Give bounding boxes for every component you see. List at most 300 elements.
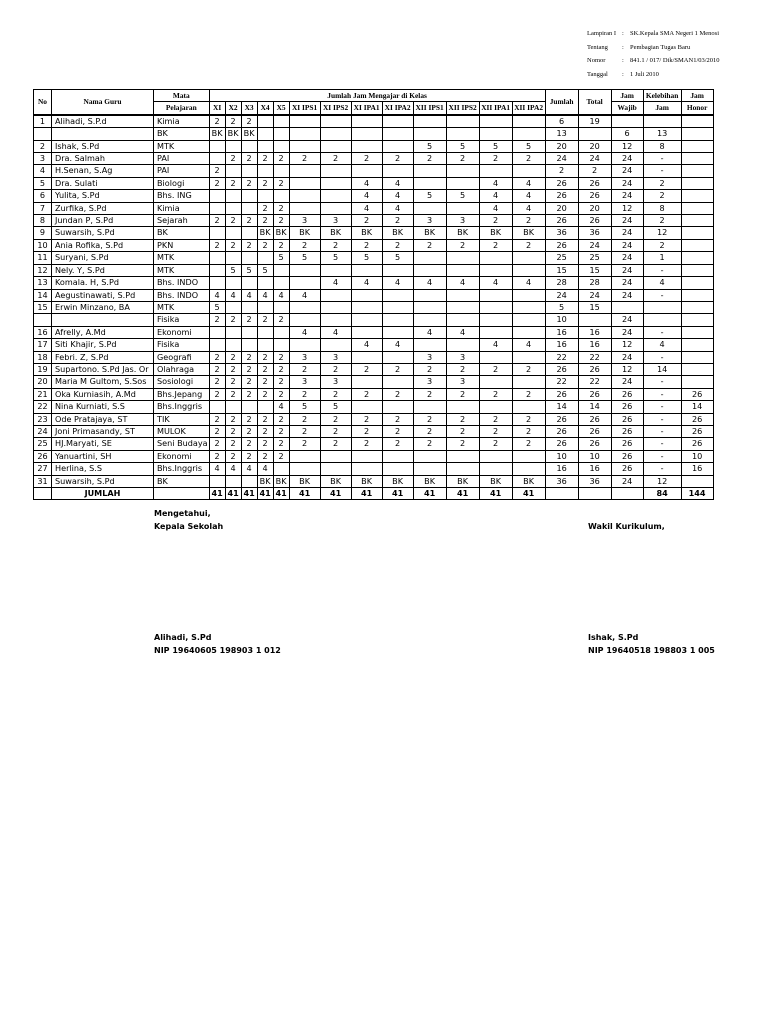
meta-label: Tanggal: [587, 70, 608, 78]
cell-class-hours: 2: [273, 202, 289, 214]
cell-class-hours: [209, 190, 225, 202]
meta-value: 841.1 / 017/ Dik/SMAN1/03/2010: [630, 57, 720, 64]
cell-honor: [681, 177, 713, 189]
cell-honor: [681, 363, 713, 375]
cell-class-hours: [257, 128, 273, 140]
table-row: [34, 339, 714, 351]
cell-jumlah: 24: [545, 289, 578, 301]
cell-class-hours: 2: [225, 413, 241, 425]
cell-mapel: Ekonomi: [154, 450, 210, 462]
cell-class-hours: 2: [225, 363, 241, 375]
header-class: XII IPA1: [479, 102, 512, 115]
table-row: [34, 252, 714, 264]
table-row: [34, 153, 714, 165]
cell-class-hours: [225, 277, 241, 289]
cell-class-hours: 2: [225, 425, 241, 437]
cell-class-hours: 2: [257, 413, 273, 425]
cell-mapel: Bhs. INDO: [154, 289, 210, 301]
cell-jumlah: 36: [545, 475, 578, 487]
cell-class-hours: [257, 190, 273, 202]
cell-class-hours: [512, 351, 545, 363]
cell-no: 16: [34, 326, 52, 338]
cell-kelebihan: 4: [643, 339, 681, 351]
cell-class-hours: 2: [320, 153, 351, 165]
cell-class-hours: [446, 314, 479, 326]
cell-class-hours: 4: [382, 190, 413, 202]
cell-class-hours: 2: [257, 376, 273, 388]
cell-class-hours: 2: [241, 115, 257, 128]
cell-honor: [681, 314, 713, 326]
cell-class-hours: [225, 475, 241, 487]
cell-empty: [578, 488, 611, 500]
cell-mapel: PAI: [154, 153, 210, 165]
cell-class-hours: 5: [512, 140, 545, 152]
header-nama-guru: Nama Guru: [52, 90, 154, 115]
cell-class-hours: BK: [273, 227, 289, 239]
cell-class-hours: [446, 177, 479, 189]
cell-class-hours: [351, 450, 382, 462]
meta-label: Tentang: [587, 43, 608, 51]
cell-class-hours: 3: [320, 351, 351, 363]
cell-class-hours: 4: [209, 289, 225, 301]
cell-class-hours: 2: [273, 215, 289, 227]
cell-total: 24: [578, 239, 611, 251]
cell-class-hours: [289, 264, 320, 276]
table-row: [34, 264, 714, 276]
cell-jam-wajib: 24: [611, 177, 643, 189]
cell-class-hours: [351, 463, 382, 475]
cell-class-hours: 2: [446, 153, 479, 165]
cell-kelebihan: -: [643, 401, 681, 413]
cell-nama: Alihadi, S.P.d: [52, 115, 154, 128]
cell-class-hours: [446, 128, 479, 140]
cell-class-hours: [446, 450, 479, 462]
cell-class-hours: 2: [289, 438, 320, 450]
cell-class-hours: 2: [382, 413, 413, 425]
cell-class-hours: 4: [382, 202, 413, 214]
cell-class-hours: 5: [320, 401, 351, 413]
cell-class-hours: [413, 202, 446, 214]
cell-jumlah: 24: [545, 153, 578, 165]
cell-kelebihan: 2: [643, 239, 681, 251]
cell-kelebihan: 2: [643, 215, 681, 227]
cell-no: 25: [34, 438, 52, 450]
cell-class-hours: [241, 165, 257, 177]
cell-honor: [681, 128, 713, 140]
cell-class-hours: [413, 401, 446, 413]
cell-nama: Suryani, S.Pd: [52, 252, 154, 264]
cell-class-hours: [413, 314, 446, 326]
table-row: [34, 351, 714, 363]
cell-class-hours: 2: [320, 425, 351, 437]
cell-class-hours: 5: [225, 264, 241, 276]
cell-no: 10: [34, 239, 52, 251]
cell-jumlah: 26: [545, 413, 578, 425]
cell-no: 22: [34, 401, 52, 413]
cell-class-hours: [241, 339, 257, 351]
cell-class-hours: 4: [413, 326, 446, 338]
cell-jam-wajib: 26: [611, 438, 643, 450]
cell-class-hours: 2: [382, 215, 413, 227]
table-row: [34, 363, 714, 375]
cell-class-hours: [289, 450, 320, 462]
cell-class-hours: 2: [320, 438, 351, 450]
cell-class-hours: 2: [209, 239, 225, 251]
cell-class-hours: 2: [351, 413, 382, 425]
cell-jam-wajib: 26: [611, 463, 643, 475]
cell-jam-wajib: 26: [611, 388, 643, 400]
cell-jumlah: 26: [545, 425, 578, 437]
cell-jam-wajib: 24: [611, 314, 643, 326]
cell-mapel: MTK: [154, 301, 210, 313]
cell-class-hours: [382, 314, 413, 326]
cell-class-hours: 4: [351, 202, 382, 214]
cell-honor: 26: [681, 388, 713, 400]
cell-kelebihan: 13: [643, 128, 681, 140]
header-jam-wajib-1: Jam: [611, 90, 643, 102]
cell-class-hours: [512, 450, 545, 462]
cell-class-hours: BK: [446, 227, 479, 239]
cell-class-hours: 2: [241, 239, 257, 251]
cell-class-hours: [257, 252, 273, 264]
cell-class-hours: 2: [257, 363, 273, 375]
cell-class-hours: 2: [209, 376, 225, 388]
cell-class-hours: [413, 450, 446, 462]
cell-class-hours: 4: [273, 289, 289, 301]
meta-value: 1 Juli 2010: [630, 70, 659, 78]
total-class-hours: 41: [413, 488, 446, 500]
cell-kelebihan: 2: [643, 177, 681, 189]
cell-class-hours: 2: [241, 215, 257, 227]
cell-class-hours: [351, 301, 382, 313]
cell-class-hours: [351, 140, 382, 152]
cell-no: 13: [34, 277, 52, 289]
cell-jumlah: 20: [545, 202, 578, 214]
cell-class-hours: BK: [289, 475, 320, 487]
cell-class-hours: [382, 326, 413, 338]
table-row: [34, 314, 714, 326]
cell-jumlah: 15: [545, 264, 578, 276]
cell-class-hours: [273, 264, 289, 276]
cell-class-hours: [512, 289, 545, 301]
cell-honor: [681, 326, 713, 338]
cell-class-hours: [289, 463, 320, 475]
cell-class-hours: [225, 190, 241, 202]
cell-class-hours: [289, 277, 320, 289]
cell-jam-wajib: 24: [611, 277, 643, 289]
total-class-hours: 41: [351, 488, 382, 500]
cell-class-hours: [320, 301, 351, 313]
cell-class-hours: 2: [273, 413, 289, 425]
cell-class-hours: [479, 376, 512, 388]
cell-class-hours: [446, 115, 479, 128]
cell-kelebihan: -: [643, 438, 681, 450]
header-total: Total: [578, 90, 611, 115]
cell-nama: Ishak, S.Pd: [52, 140, 154, 152]
cell-class-hours: 2: [209, 425, 225, 437]
cell-class-hours: [479, 115, 512, 128]
cell-class-hours: [225, 252, 241, 264]
cell-class-hours: 2: [209, 413, 225, 425]
cell-honor: 10: [681, 450, 713, 462]
cell-jumlah: 26: [545, 363, 578, 375]
cell-kelebihan: 1: [643, 252, 681, 264]
cell-class-hours: [320, 202, 351, 214]
cell-nama: Yanuartini, SH: [52, 450, 154, 462]
cell-class-hours: 2: [257, 388, 273, 400]
cell-class-hours: [289, 177, 320, 189]
cell-class-hours: 4: [289, 326, 320, 338]
cell-class-hours: 3: [289, 215, 320, 227]
cell-class-hours: 4: [289, 289, 320, 301]
cell-mapel: BK: [154, 475, 210, 487]
cell-class-hours: [273, 301, 289, 313]
cell-class-hours: [241, 252, 257, 264]
cell-jam-wajib: 24: [611, 252, 643, 264]
cell-mapel: MTK: [154, 252, 210, 264]
cell-jam-wajib: 24: [611, 376, 643, 388]
cell-class-hours: 2: [382, 239, 413, 251]
cell-class-hours: [320, 264, 351, 276]
meta-label: Nomor: [587, 57, 606, 64]
meta-value: SK.Kepala SMA Negeri 1 Menosi: [630, 30, 720, 37]
cell-class-hours: [382, 376, 413, 388]
cell-class-hours: 2: [209, 450, 225, 462]
cell-class-hours: 2: [273, 351, 289, 363]
cell-class-hours: 4: [225, 463, 241, 475]
cell-class-hours: [241, 227, 257, 239]
cell-class-hours: [413, 463, 446, 475]
cell-class-hours: [320, 115, 351, 128]
cell-class-hours: 2: [273, 450, 289, 462]
cell-honor: [681, 190, 713, 202]
header-jam-wajib-2: Wajib: [611, 102, 643, 115]
cell-class-hours: BK: [413, 227, 446, 239]
cell-class-hours: [382, 450, 413, 462]
cell-class-hours: 2: [225, 115, 241, 128]
cell-total: 26: [578, 177, 611, 189]
cell-total: 24: [578, 153, 611, 165]
cell-no: [34, 128, 52, 140]
cell-class-hours: 2: [446, 239, 479, 251]
cell-class-hours: BK: [351, 227, 382, 239]
cell-class-hours: [241, 202, 257, 214]
cell-class-hours: 2: [320, 363, 351, 375]
cell-total: 26: [578, 215, 611, 227]
cell-class-hours: 2: [257, 450, 273, 462]
cell-total: 20: [578, 202, 611, 214]
cell-jumlah: 28: [545, 277, 578, 289]
cell-jam-wajib: 24: [611, 475, 643, 487]
cell-mapel: Kimia: [154, 115, 210, 128]
table-row: [34, 425, 714, 437]
cell-class-hours: 2: [382, 438, 413, 450]
table-row: [34, 190, 714, 202]
cell-jumlah: 13: [545, 128, 578, 140]
cell-total: 24: [578, 289, 611, 301]
cell-no: 19: [34, 363, 52, 375]
cell-class-hours: 2: [512, 215, 545, 227]
cell-class-hours: 2: [289, 388, 320, 400]
cell-class-hours: 2: [446, 438, 479, 450]
cell-class-hours: 2: [289, 239, 320, 251]
cell-nama: Suwarsih, S.Pd: [52, 227, 154, 239]
cell-class-hours: [320, 289, 351, 301]
table-row: [34, 326, 714, 338]
cell-nama: Joni Primasandy, ST: [52, 425, 154, 437]
cell-class-hours: [446, 463, 479, 475]
cell-mapel: Kimia: [154, 202, 210, 214]
cell-class-hours: [479, 128, 512, 140]
cell-empty: [611, 488, 643, 500]
cell-class-hours: 5: [273, 252, 289, 264]
cell-class-hours: [512, 165, 545, 177]
cell-class-hours: BK: [225, 128, 241, 140]
cell-kelebihan: 2: [643, 190, 681, 202]
cell-kelebihan: [643, 115, 681, 128]
cell-class-hours: 4: [512, 177, 545, 189]
cell-no: 21: [34, 388, 52, 400]
cell-mapel: Fisika: [154, 314, 210, 326]
cell-class-hours: 4: [225, 289, 241, 301]
cell-class-hours: [382, 289, 413, 301]
cell-class-hours: [289, 314, 320, 326]
cell-class-hours: 2: [289, 413, 320, 425]
cell-class-hours: 5: [209, 301, 225, 313]
cell-class-hours: 2: [512, 363, 545, 375]
cell-class-hours: 2: [273, 153, 289, 165]
header-jumlah: Jumlah: [545, 90, 578, 115]
meta-label: Lampiran I: [587, 30, 617, 37]
cell-honor: 26: [681, 425, 713, 437]
cell-class-hours: [225, 401, 241, 413]
cell-class-hours: 5: [413, 140, 446, 152]
cell-class-hours: 4: [446, 326, 479, 338]
cell-class-hours: 3: [320, 215, 351, 227]
total-kelebihan: 84: [643, 488, 681, 500]
cell-honor: [681, 277, 713, 289]
total-label: JUMLAH: [52, 488, 154, 500]
header-class: XI: [209, 102, 225, 115]
cell-class-hours: 2: [479, 239, 512, 251]
cell-class-hours: [382, 401, 413, 413]
cell-class-hours: [289, 165, 320, 177]
meta-row: [587, 54, 762, 68]
cell-class-hours: [209, 202, 225, 214]
cell-class-hours: 2: [273, 376, 289, 388]
cell-class-hours: [413, 165, 446, 177]
cell-class-hours: 5: [289, 252, 320, 264]
cell-jumlah: 20: [545, 140, 578, 152]
cell-total: 16: [578, 339, 611, 351]
cell-class-hours: [273, 326, 289, 338]
cell-class-hours: [257, 301, 273, 313]
cell-class-hours: 2: [289, 363, 320, 375]
cell-class-hours: 2: [289, 153, 320, 165]
cell-class-hours: [209, 140, 225, 152]
cell-mapel: BK: [154, 227, 210, 239]
cell-no: 24: [34, 425, 52, 437]
cell-total: 26: [578, 425, 611, 437]
cell-honor: 26: [681, 438, 713, 450]
cell-class-hours: 2: [479, 388, 512, 400]
header-class: XI IPA2: [382, 102, 413, 115]
cell-nama: H.Senan, S.Ag: [52, 165, 154, 177]
table-row: [34, 413, 714, 425]
table-row: [34, 202, 714, 214]
cell-class-hours: [320, 165, 351, 177]
cell-class-hours: 2: [241, 177, 257, 189]
cell-class-hours: [351, 376, 382, 388]
cell-total: 36: [578, 227, 611, 239]
cell-class-hours: 3: [446, 376, 479, 388]
total-class-hours: 41: [512, 488, 545, 500]
cell-no: 4: [34, 165, 52, 177]
cell-class-hours: [512, 376, 545, 388]
cell-total: 10: [578, 450, 611, 462]
cell-nama: Ania Rofika, S.Pd: [52, 239, 154, 251]
cell-class-hours: 2: [257, 351, 273, 363]
cell-class-hours: 2: [351, 215, 382, 227]
cell-class-hours: 4: [241, 463, 257, 475]
cell-class-hours: 2: [273, 363, 289, 375]
cell-class-hours: 3: [446, 351, 479, 363]
cell-no: 31: [34, 475, 52, 487]
cell-mapel: Olahraga: [154, 363, 210, 375]
cell-jumlah: 2: [545, 165, 578, 177]
cell-nama: Herlina, S.S: [52, 463, 154, 475]
cell-class-hours: [413, 289, 446, 301]
cell-mapel: MTK: [154, 140, 210, 152]
cell-total: 26: [578, 438, 611, 450]
cell-class-hours: 3: [413, 215, 446, 227]
cell-jam-wajib: 26: [611, 425, 643, 437]
cell-class-hours: 2: [351, 239, 382, 251]
header-jam-group: Jumlah Jam Mengajar di Kelas: [209, 90, 545, 102]
cell-class-hours: 2: [241, 153, 257, 165]
cell-class-hours: 2: [351, 438, 382, 450]
table-row: [34, 388, 714, 400]
cell-no: 26: [34, 450, 52, 462]
cell-class-hours: [382, 463, 413, 475]
cell-class-hours: 4: [382, 339, 413, 351]
cell-class-hours: [209, 252, 225, 264]
cell-class-hours: [446, 301, 479, 313]
table-row: [34, 165, 714, 177]
cell-class-hours: BK: [257, 227, 273, 239]
cell-class-hours: 2: [351, 363, 382, 375]
cell-class-hours: 2: [512, 438, 545, 450]
cell-class-hours: 2: [241, 376, 257, 388]
cell-class-hours: 2: [512, 413, 545, 425]
meta-colon: :: [622, 30, 624, 37]
cell-class-hours: BK: [382, 227, 413, 239]
cell-mapel: Bhs. INDO: [154, 277, 210, 289]
cell-class-hours: 4: [446, 277, 479, 289]
cell-no: 15: [34, 301, 52, 313]
cell-class-hours: 2: [413, 425, 446, 437]
cell-class-hours: [241, 190, 257, 202]
cell-class-hours: 2: [257, 239, 273, 251]
cell-class-hours: 4: [320, 277, 351, 289]
cell-total: 16: [578, 463, 611, 475]
cell-class-hours: [273, 165, 289, 177]
table-row: [34, 177, 714, 189]
cell-class-hours: BK: [257, 475, 273, 487]
cell-class-hours: [320, 463, 351, 475]
cell-class-hours: [479, 165, 512, 177]
header-kelebihan-2: Jam: [643, 102, 681, 115]
